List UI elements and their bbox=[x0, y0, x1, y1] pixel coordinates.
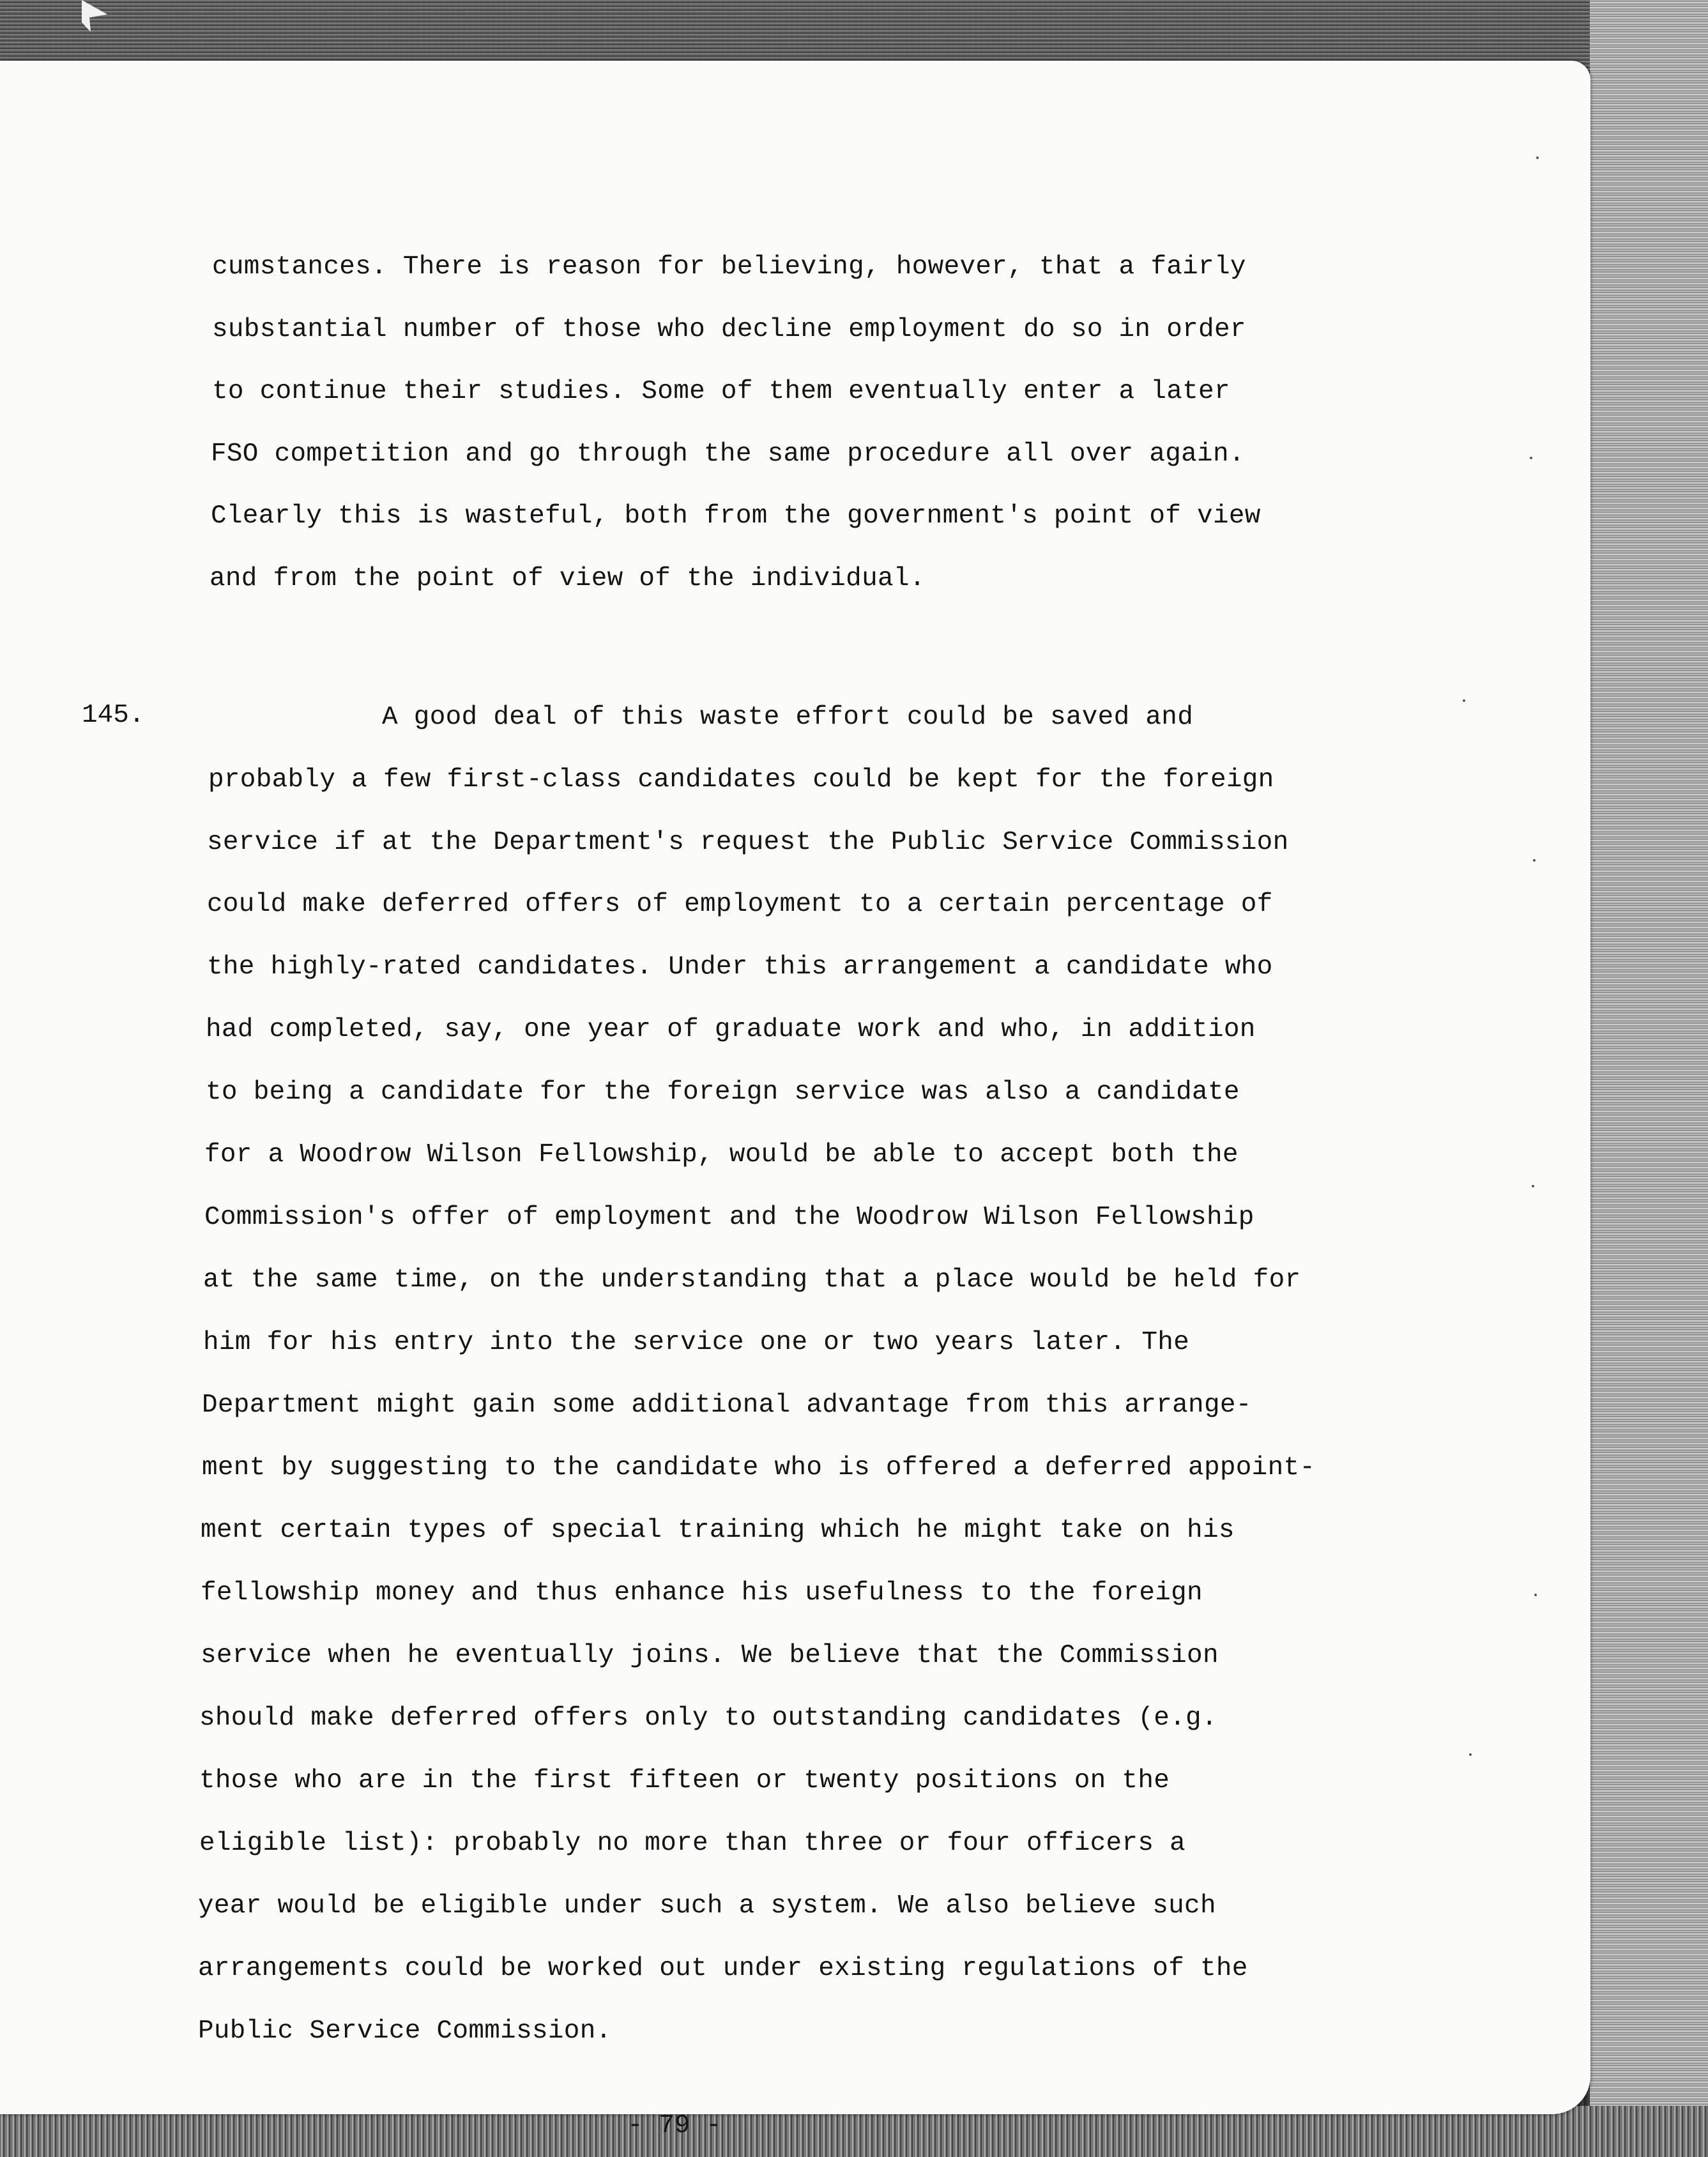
text-line: service when he eventually joins. We believe that the Commission bbox=[201, 1641, 1219, 1670]
scan-speck bbox=[1533, 859, 1536, 862]
text-line: could make deferred offers of employment to a certain percentage of bbox=[207, 890, 1273, 919]
text-line: service if at the Department's request the Public Service Commission bbox=[207, 828, 1289, 857]
text-line: the highly-rated candidates. Under this arrangement a candidate who bbox=[207, 952, 1273, 982]
text-line: to being a candidate for the foreign service was also a candidate bbox=[206, 1078, 1240, 1107]
text-line: those who are in the first fifteen or twenty positions on the bbox=[199, 1766, 1170, 1795]
text-line: him for his entry into the service one or two years later. The bbox=[203, 1328, 1190, 1357]
scan-top-edge bbox=[0, 0, 1708, 70]
text-line: fellowship money and thus enhance his usefulness to the foreign bbox=[201, 1578, 1203, 1608]
scan-speck bbox=[1534, 1594, 1537, 1596]
scan-speck bbox=[1463, 699, 1465, 702]
scan-speck bbox=[1530, 457, 1532, 459]
text-line: for a Woodrow Wilson Fellowship, would be able to accept both the bbox=[204, 1140, 1239, 1170]
text-line: eligible list): probably no more than three or four officers a bbox=[199, 1829, 1186, 1858]
document-page bbox=[0, 61, 1590, 2140]
text-line: at the same time, on the understanding that a place would be held for bbox=[203, 1265, 1301, 1295]
scan-speck bbox=[1469, 1753, 1472, 1756]
text-line: had completed, say, one year of graduate work and who, in addition bbox=[206, 1015, 1256, 1044]
text-line: Commission's offer of employment and the Woodrow Wilson Fellowship bbox=[204, 1203, 1254, 1232]
text-line: and from the point of view of the individual. bbox=[210, 564, 926, 593]
text-line: to continue their studies. Some of them eventually enter a later bbox=[212, 377, 1230, 406]
scan-right-edge bbox=[1590, 0, 1708, 2157]
text-line: arrangements could be worked out under existing regulations of the bbox=[198, 1954, 1248, 1983]
text-line: year would be eligible under such a system. We also believe such bbox=[198, 1891, 1216, 1921]
text-line: Clearly this is wasteful, both from the government's point of view bbox=[211, 501, 1261, 531]
text-line: Department might gain some additional advantage from this arrange- bbox=[202, 1391, 1252, 1420]
page-number: - 79 - bbox=[627, 2111, 722, 2140]
text-line: ment by suggesting to the candidate who is offered a deferred appoint- bbox=[202, 1453, 1316, 1482]
scan-speck bbox=[1532, 1185, 1534, 1187]
text-line: A good deal of this waste effort could be saved and bbox=[382, 703, 1194, 732]
text-line: probably a few first-class candidates could be kept for the foreign bbox=[208, 765, 1274, 795]
text-line: substantial number of those who decline employment do so in order bbox=[212, 315, 1246, 344]
text-line: ment certain types of special training which he might take on his bbox=[201, 1516, 1235, 1545]
paragraph-number: 145. bbox=[82, 701, 145, 730]
text-line: should make deferred offers only to outstanding candidates (e.g. bbox=[199, 1703, 1217, 1733]
text-line: FSO competition and go through the same procedure all over again. bbox=[211, 439, 1245, 469]
text-line: cumstances. There is reason for believing, however, that a fairly bbox=[212, 252, 1246, 282]
text-line: Public Service Commission. bbox=[198, 2016, 612, 2046]
scan-speck bbox=[1536, 156, 1539, 159]
